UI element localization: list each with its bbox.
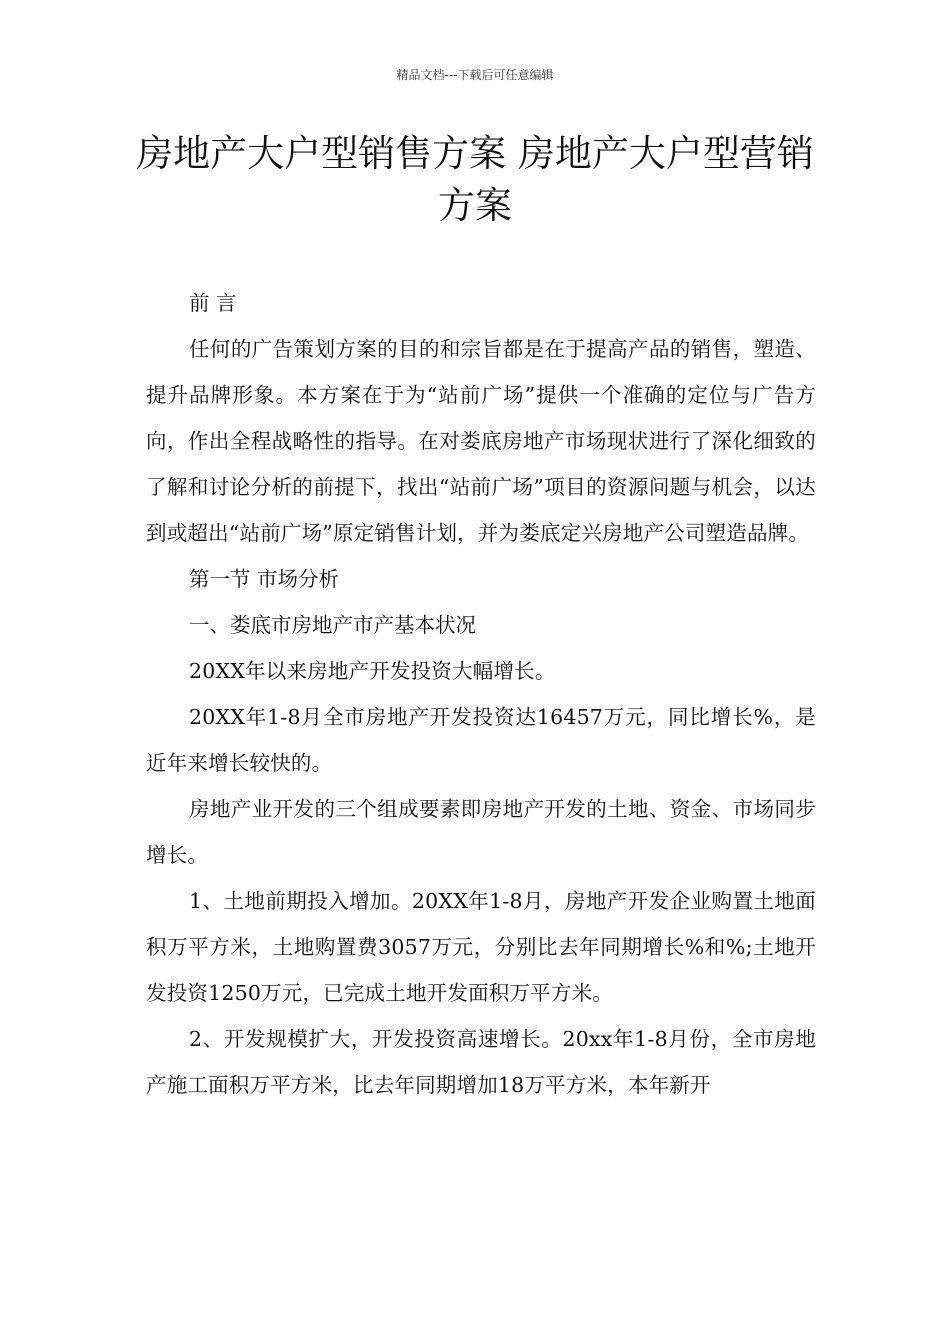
document-body [146, 280, 816, 1108]
paragraph: 20XX年以来房地产开发投资大幅增长。 [189, 659, 556, 683]
subsection-heading: 一、娄底市房地产市产基本状况 [189, 613, 476, 637]
paragraph: 2、开发规模扩大，开发投资高速增长。20xx年1-8月份，全市房地产施工面积万平方米，比去年同期增加18万平方米，本年新开 [146, 1027, 816, 1097]
paragraph: 20XX年1-8月全市房地产开发投资达16457万元，同比增长%，是近年来增长较快的。 [146, 705, 816, 775]
paragraph: 房地产业开发的三个组成要素即房地产开发的土地、资金、市场同步增长。 [146, 797, 816, 867]
section-heading: 第一节 市场分析 [189, 567, 340, 591]
paragraph: 任何的广告策划方案的目的和宗旨都是在于提高产品的销售，塑造、提升品牌形象。本方案在于为“站前广场”提供一个准确的定位与广告方向，作出全程战略性的指导。在对娄底房地产市场现状进行了深化细致的了解和讨论分析的前提下，找出“站前广场”项目的资源问题与机会，以达到或超出“站前广场”原定销售计划，并为娄底定兴房地产公司塑造品牌。 [146, 337, 816, 545]
document-title: 房地产大户型销售方案 房地产大户型营销方案 [136, 132, 814, 227]
header-note: 精品文档---下载后可任意编辑 [396, 68, 554, 82]
preface-heading: 前 言 [189, 291, 237, 315]
paragraph: 1、土地前期投入增加。20XX年1-8月，房地产开发企业购置土地面积万平方米，土地购置费3057万元，分别比去年同期增长%和%;土地开发投资1250万元，已完成土地开发面积万平方米。 [146, 889, 816, 1005]
